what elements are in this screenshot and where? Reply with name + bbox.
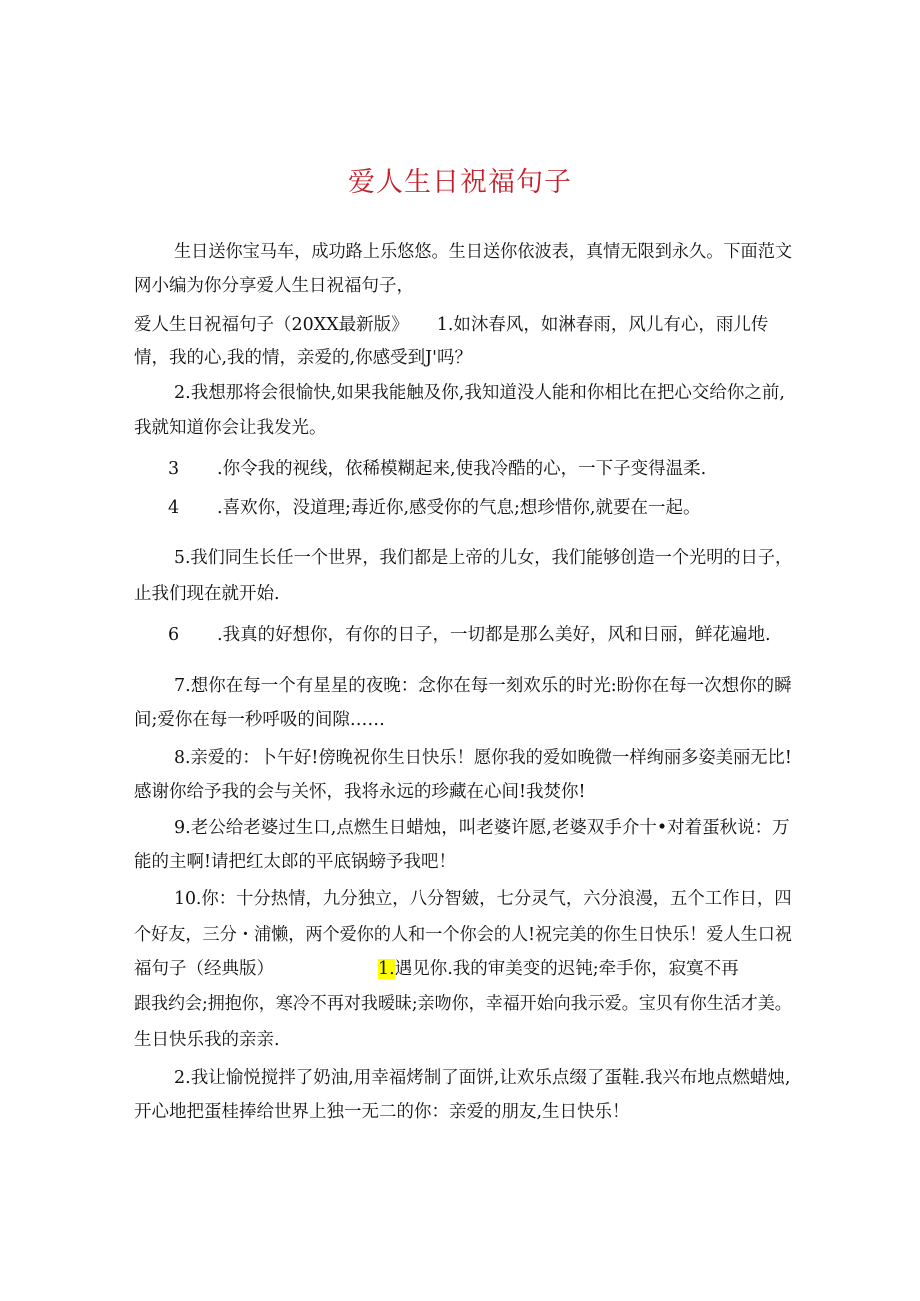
item-text: .我让愉悦搅拌了奶油,用幸福烤制了面饼,让欢乐点缀了蛋鞋.我兴布地点燃蜡烛, xyxy=(185,1068,791,1088)
item-continuation: 个好友，三分・浦懒，两个爱你的人和一个你会的人!祝完美的你生日快乐！爱人生口祝 xyxy=(134,925,793,945)
item-number: 7 xyxy=(174,676,186,696)
list-item xyxy=(174,746,792,770)
item-text: .老公给老婆过生口,点燃生日蜡烛，叫老婆许愿,老婆双手介十•对着蛋秋说：万 xyxy=(185,818,790,838)
item-number: 1. xyxy=(436,315,454,335)
item-continuation: 感谢你给予我的会与关怀，我将永远的珍藏在心间!我焚你! xyxy=(134,782,586,802)
item-text: .你令我的视线，依稀模糊起来,使我冷酷的心，一下子变得温柔. xyxy=(217,459,707,479)
item-number: 2 xyxy=(174,383,186,403)
item-number: 2 xyxy=(174,1068,186,1088)
item-continuation: 情，我的心,我的情，亲爱的,你感受到J'吗？ xyxy=(134,348,472,368)
item-number: 5 xyxy=(174,548,185,568)
highlight-marker: 1. xyxy=(378,959,395,979)
item-number: 4 xyxy=(168,498,180,518)
item-text: 遇见你.我的审美变的迟钝;牵手你，寂寞不再 xyxy=(394,959,739,979)
item-text: .你：十分热情，九分独立，八分智皴，七分灵气，六分浪漫，五个工作日，四 xyxy=(195,889,792,909)
item-text: .我们同生长任一个世界，我们都是上帝的儿女，我们能够创造一个光明的日子， xyxy=(184,548,793,568)
intro-line: 生日送你宝马车，成功路上乐悠悠。生日送你依波表，真情无限到永久。下面范文 xyxy=(174,242,793,262)
item-continuation: 我就知道你会让我发光。 xyxy=(134,418,327,438)
page-title: 爱人生日祝福句子 xyxy=(348,167,572,198)
item-continuation: 跟我约会;拥抱你，寒冷不再对我暧昧;亲吻你，幸福开始向我示爱。宝贝有你生活才美。 xyxy=(134,994,792,1014)
list-item xyxy=(174,887,792,911)
item-text: 如沐春风，如淋春雨，风儿有心，雨儿传 xyxy=(453,315,769,335)
list-item xyxy=(174,816,790,840)
list-item xyxy=(174,1066,790,1090)
item-number: 3 xyxy=(168,459,180,479)
list-item xyxy=(174,674,792,698)
item-number: 6 xyxy=(168,625,180,645)
item-continuation: 能的主啊!请把红太郎的平底锅螃予我吧！ xyxy=(134,852,457,872)
item-text: .亲爱的：卜午好!傍晚祝你生日快乐！愿你我的爱如晚微一样绚丽多姿美丽无比! xyxy=(184,748,792,768)
list-item xyxy=(168,496,700,520)
list-item xyxy=(168,457,706,481)
item-number: 10 xyxy=(174,889,197,909)
item-continuation: 止我们现在就开始. xyxy=(134,584,280,604)
item-continuation: 间;爱你在每一秒呼吸的间隙…… xyxy=(134,710,385,730)
item-text: .喜欢你，没道理;毒近你,感受你的气息;想珍惜你,就要在一起。 xyxy=(217,498,701,518)
list-item xyxy=(134,313,768,337)
intro-line: 网小编为你分享爱人生日祝福句子， xyxy=(134,276,414,296)
list-item xyxy=(134,957,739,981)
item-text: .我真的好想你，有你的日子，一切都是那么美好，风和日丽，鲜花遍地. xyxy=(217,625,771,645)
list-item xyxy=(168,623,771,647)
list-item xyxy=(174,546,792,570)
item-number: 8 xyxy=(174,748,185,768)
section-heading: 福句子（经典版） xyxy=(134,959,274,979)
list-item xyxy=(174,381,785,405)
item-text: .想你在每一个有星星的夜晚：念你在每一刻欢乐的时光:盼你在每一次想你的瞬 xyxy=(185,676,792,696)
section-heading: 爱人生日祝福句子（20XX最新版》 xyxy=(134,315,409,335)
item-text: .我想那将会很愉快,如果我能触及你,我知道没人能和你相比在把心交给你之前, xyxy=(185,383,785,403)
item-continuation: 生日快乐我的亲亲. xyxy=(134,1030,280,1050)
item-number: 9 xyxy=(174,818,186,838)
item-continuation: 开心地把蛋桂捧给世界上独一无二的你：亲爱的朋友,生日快乐！ xyxy=(134,1102,630,1122)
